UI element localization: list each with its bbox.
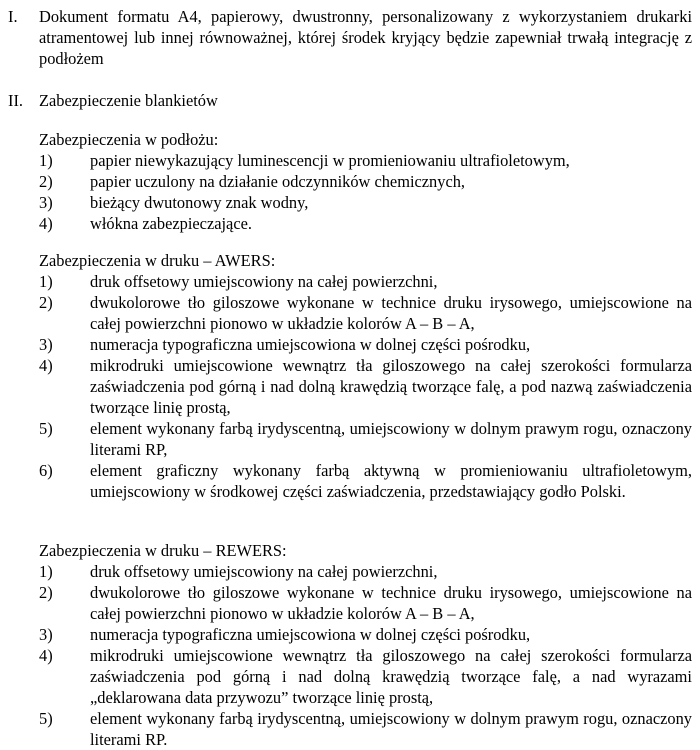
list-item-number: 3) [39,193,53,212]
list-item [0,271,700,292]
list-item [0,561,700,582]
list-item-text: dwukolorowe tło giloszowe wykonane w technice druku irysowego, umiejscowione na całej powierzchni pionowo w układzie kolorów A – B – A, [90,293,692,333]
list-item-text: element wykonany farbą irydyscentną, umiejscowiony w dolnym prawym rogu, oznaczony literami RP, [90,419,692,459]
front-print-security-title: Zabezpieczenia w druku – AWERS: [39,251,276,270]
list-item-text: druk offsetowy umiejscowiony na całej powierzchni, [90,562,438,581]
list-item-number: 5) [39,419,53,438]
list-item-number: 1) [39,562,53,581]
list-item-number: 3) [39,335,53,354]
list-item-text: element wykonany farbą irydyscentną, umiejscowiony w dolnym prawym rogu, oznaczony literami RP. [90,709,692,749]
front-print-security-list [0,271,700,502]
list-item-text: numeracja typograficzna umiejscowiona w dolnej części pośrodku, [90,625,531,644]
section-ii-title: Zabezpieczenie blankietów [39,91,218,110]
section-i-text: Dokument formatu A4, papierowy, dwustronny, personalizowany z wykorzystaniem drukarki atramentowej lub innej równoważnej, której środek kryjący będzie zapewniał trwałą integrację z podłożem [39,7,692,68]
list-item-text: druk offsetowy umiejscowiony na całej powierzchni, [90,272,438,291]
list-item-number: 2) [39,293,53,312]
list-item-text: numeracja typograficzna umiejscowiona w dolnej części pośrodku, [90,335,531,354]
list-item [0,213,700,234]
list-item-number: 2) [39,583,53,602]
substrate-security-list [0,150,700,234]
section-i-number: I. [8,7,18,26]
list-item-text: papier niewykazujący luminescencji w promieniowaniu ultrafioletowym, [90,151,570,170]
list-item [0,624,700,645]
list-item-text: mikrodruki umiejscowione wewnątrz tła giloszowego na całej szerokości formularza zaświadczenia pod górną i nad dolną krawędzią tworzące falę, a nad wyrazami „deklarowana data przywozu” tworzące linię prostą, [90,646,692,707]
list-item [0,582,700,624]
list-item [0,418,700,460]
list-item-number: 4) [39,214,53,233]
list-item-text: papier uczulony na działanie odczynników chemicznych, [90,172,466,191]
list-item [0,171,700,192]
list-item-text: mikrodruki umiejscowione wewnątrz tła giloszowego na całej szerokości formularza zaświadczenia pod górną i nad dolną krawędzią tworzące falę, a pod nazwą zaświadczenia tworzące linię prostą, [90,356,692,417]
list-item [0,645,700,708]
list-item [0,708,700,750]
list-item-number: 4) [39,646,53,665]
list-item-text: element graficzny wykonany farbą aktywną w promieniowaniu ultrafioletowym, umiejscowiony w środkowej części zaświadczenia, przedstawiający godło Polski. [90,461,692,501]
section-ii-number: II. [8,91,24,110]
list-item-number: 1) [39,272,53,291]
list-item [0,355,700,418]
back-print-security-list [0,561,700,750]
list-item [0,192,700,213]
back-print-security-title: Zabezpieczenia w druku – REWERS: [39,541,287,560]
list-item [0,334,700,355]
list-item-text: włókna zabezpieczające. [90,214,252,233]
list-item [0,150,700,171]
list-item-number: 4) [39,356,53,375]
list-item-number: 6) [39,461,53,480]
list-item-number: 5) [39,709,53,728]
list-item-text: dwukolorowe tło giloszowe wykonane w technice druku irysowego, umiejscowione na całej powierzchni pionowo w układzie kolorów A – B – A, [90,583,692,623]
list-item [0,460,700,502]
list-item-number: 2) [39,172,53,191]
list-item-text: bieżący dwutonowy znak wodny, [90,193,309,212]
list-item-number: 3) [39,625,53,644]
substrate-security-title: Zabezpieczenia w podłożu: [39,130,219,149]
list-item-number: 1) [39,151,53,170]
list-item [0,292,700,334]
